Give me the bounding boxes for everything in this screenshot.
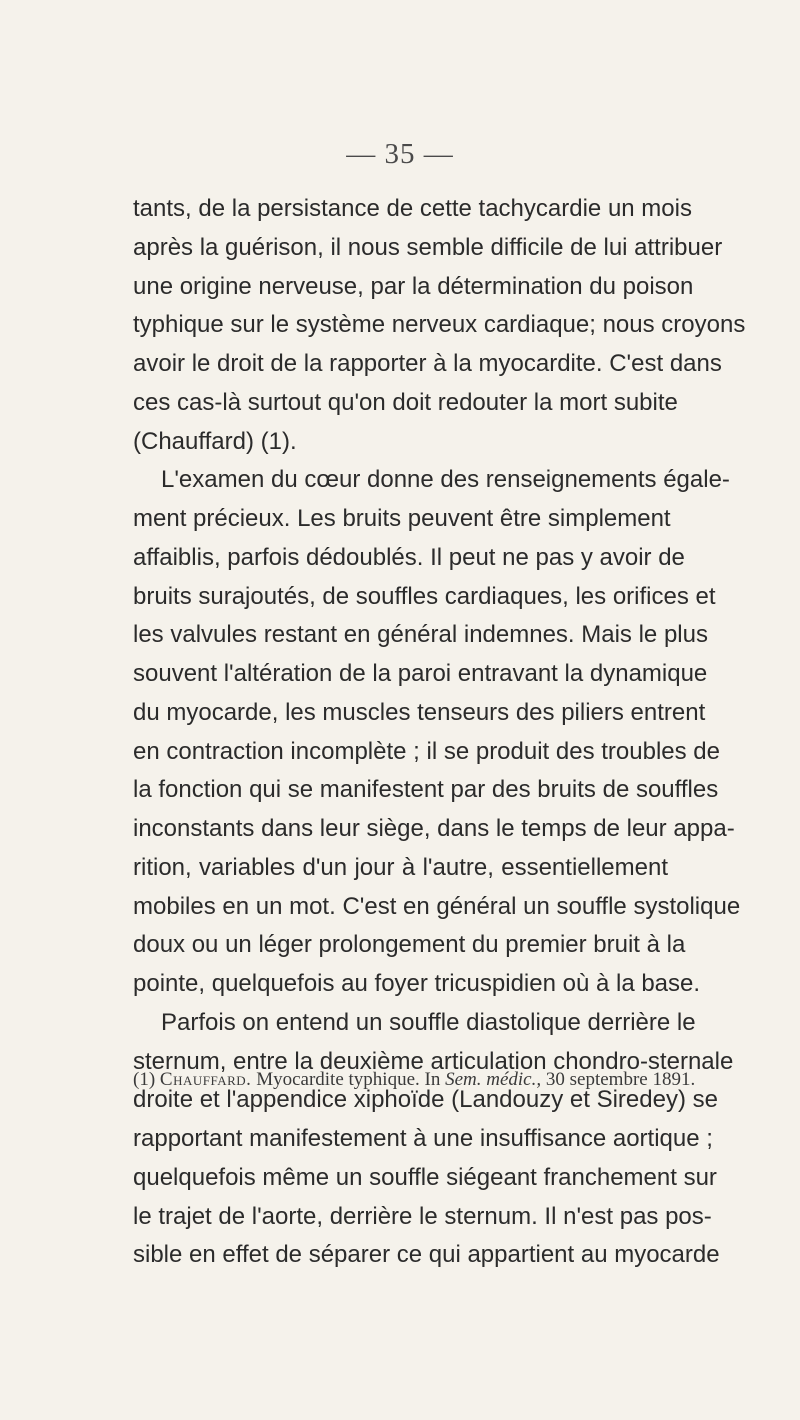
footnote-date: 30 septembre 1891. [545,1069,696,1090]
footnote-journal: Sem. médic., [445,1069,542,1090]
text-line: rapportant manifestement à une insuffisance aortique ; [133,1125,713,1152]
text-line: du myocarde, les muscles tenseurs des piliers entrent [133,698,706,726]
text-line: après la guérison, il nous semble difficile de lui attribuer [133,233,723,261]
text-line: tants, de la persistance de cette tachycardie un mois [133,195,692,222]
text-line: une origine nerveuse, par la détermination du poison [133,272,694,300]
text-line: avoir le droit de la rapporter à la myocardite. C'est dans [133,350,722,377]
footnote-marker: (1) [133,1069,156,1090]
text-line: ment précieux. Les bruits peuvent être simplement [133,505,671,532]
text-line: affaiblis, parfois dédoublés. Il peut ne pas y avoir de [133,543,685,571]
text-line: L'examen du cœur donne des renseignements égale- [161,466,730,494]
body-text [133,190,746,1275]
text-line: pointe, quelquefois au foyer tricuspidien où à la base. [133,970,701,997]
text-line: ces cas-là surtout qu'on doit redouter la mort subite [133,388,678,416]
text-line: en contraction incomplète ; il se produit des troubles de [133,737,721,765]
text-line: inconstants dans leur siège, dans le temps de leur appa- [133,815,735,842]
text-line: souvent l'altération de la paroi entravant la dynamique [133,660,708,687]
text-line: le trajet de l'aorte, derrière le sternum. Il n'est pas pos- [133,1202,712,1230]
text-line: Parfois on entend un souffle diastolique derrière le [161,1008,696,1036]
text-line: droite et l'appendice xiphoïde (Landouzy et Siredey) se [133,1086,718,1114]
text-line: mobiles en un mot. C'est en général un souffle systolique [133,892,741,920]
text-line: les valvules restant en général indemnes. Mais le plus [133,621,708,649]
text-line: quelquefois même un souffle siégeant franchement sur [133,1163,717,1191]
text-line: la fonction qui se manifestent par des bruits de souffles [133,776,719,804]
text-line: typhique sur le système nerveux cardiaque; nous croyons [133,311,746,339]
text-line: sible en effet de séparer ce qui appartient au myocarde [133,1241,720,1269]
text-line: rition, variables d'un jour à l'autre, essentiellement [133,853,668,881]
footnote [133,1068,696,1092]
footnote-author: Chauffard. [159,1069,252,1090]
text-line: (Chauffard) (1). [133,427,297,455]
page-number: — 35 — [346,138,454,170]
footnote-title: Myocardite typhique. In [256,1069,441,1090]
text-line: doux ou un léger prolongement du premier bruit à la [133,931,686,959]
text-line: sternum, entre la deuxième articulation chondro-sternale [133,1047,734,1075]
text-line: bruits surajoutés, de souffles cardiaques, les orifices et [133,582,716,610]
